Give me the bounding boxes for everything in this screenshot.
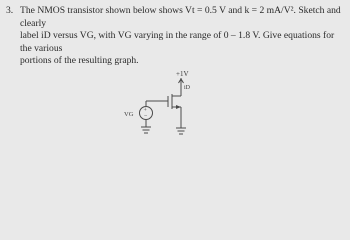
drain-current-label: iD	[184, 85, 190, 91]
source-arrow-icon	[176, 105, 181, 109]
problem-number: 3.	[6, 5, 14, 16]
problem-line-1: The NMOS transistor shown below shows Vt = 0.5 V and k = 2 mA/V². Sketch and clearly	[20, 5, 341, 29]
gate-source-label: VG	[124, 111, 134, 118]
minus-sign: −	[144, 113, 148, 120]
plus-sign: +	[143, 107, 147, 114]
problem-line-2: label iD versus VG, with VG varying in the range of 0 – 1.8 V. Give equations for the various	[20, 30, 335, 54]
supply-label: +1V	[176, 70, 189, 78]
problem-line-3: portions of the resulting graph.	[20, 55, 139, 67]
